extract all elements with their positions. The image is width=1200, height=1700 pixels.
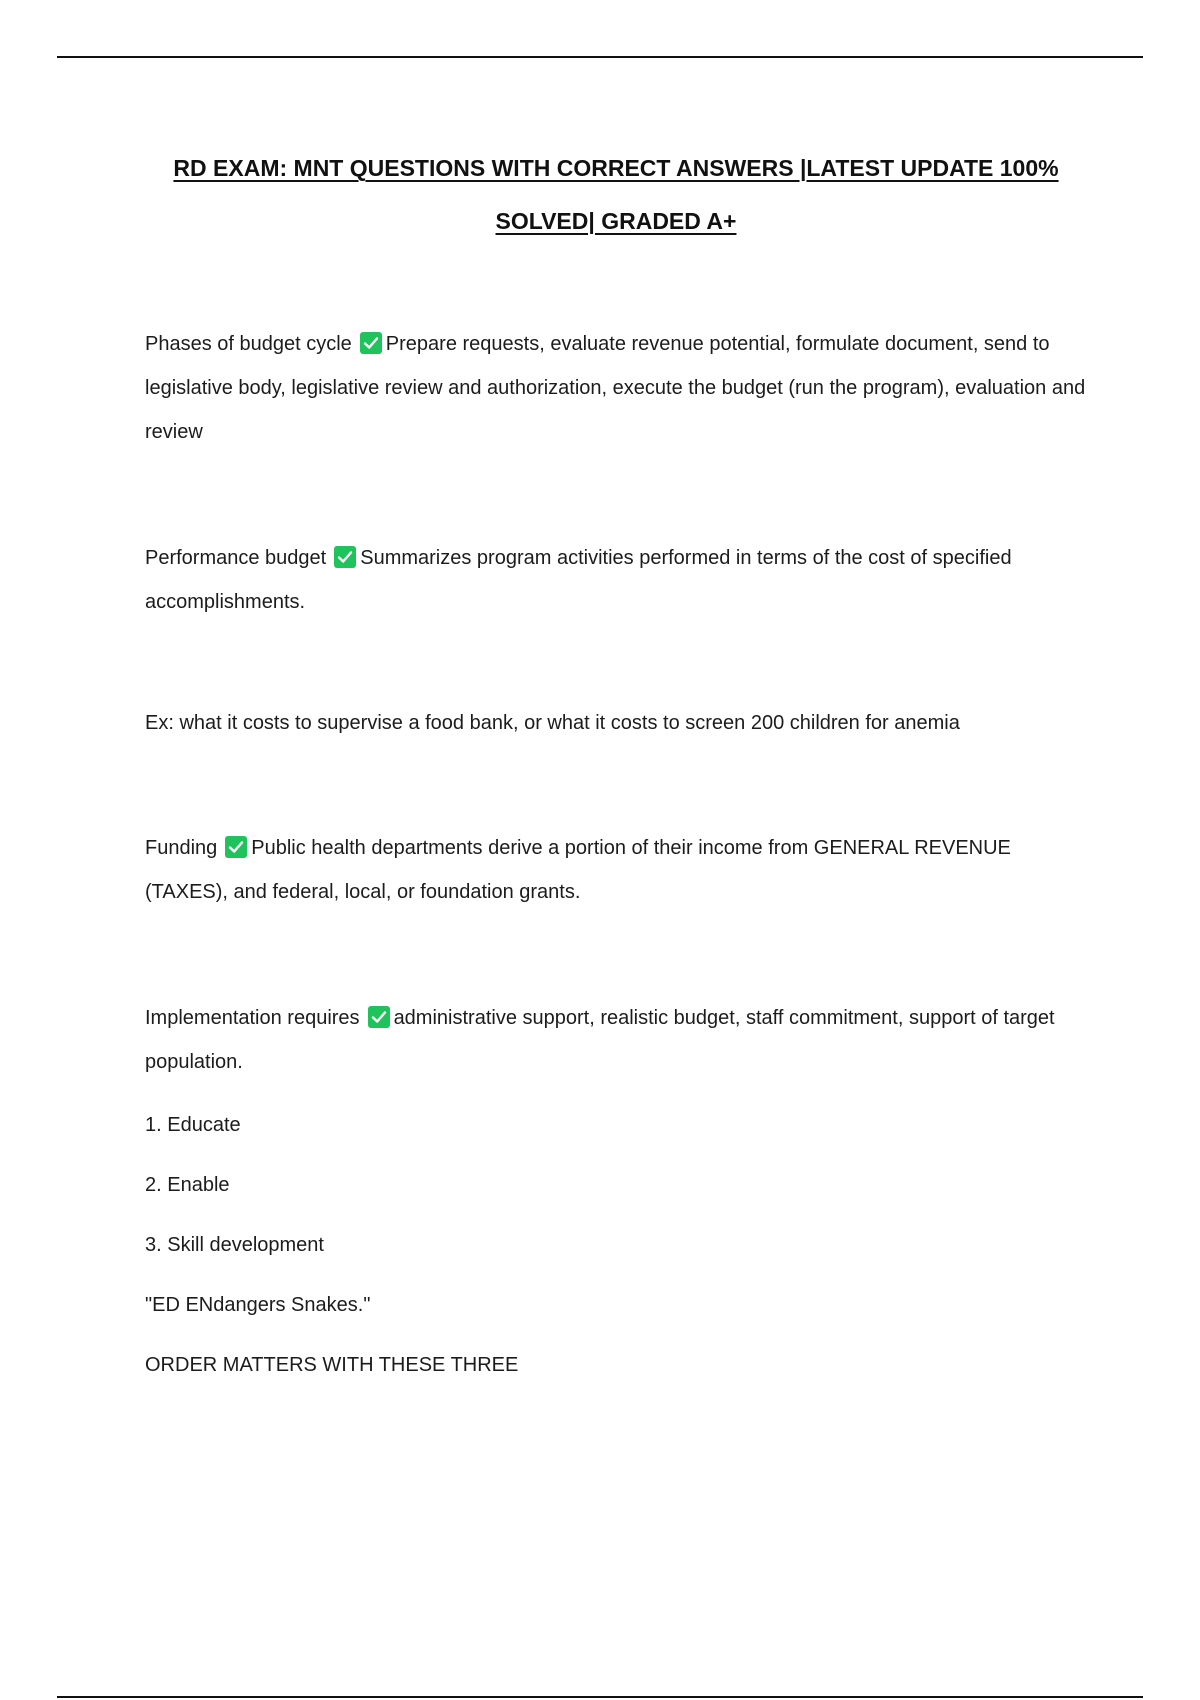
qa-answer: Prepare requests, evaluate revenue potential, formulate document, send to legislative body, legislative review and authorization, execute the budget (run the program), evaluation and review xyxy=(145,333,1086,443)
list-item: 2. Enable xyxy=(145,1174,230,1196)
qa-item-funding xyxy=(145,826,1095,914)
check-icon xyxy=(368,1006,390,1028)
list-item: 3. Skill development xyxy=(145,1234,324,1256)
order-note: ORDER MATTERS WITH THESE THREE xyxy=(145,1354,519,1376)
qa-term: Phases of budget cycle xyxy=(145,333,352,355)
qa-answer: Summarizes program activities performed in terms of the cost of specified accomplishments. xyxy=(145,547,1012,613)
title-line-1: RD EXAM: MNT QUESTIONS WITH CORRECT ANSWERS |LATEST UPDATE 100% xyxy=(173,155,1059,181)
check-icon xyxy=(360,332,382,354)
top-divider xyxy=(57,56,1143,58)
qa-item-performance-budget xyxy=(145,536,1095,624)
check-icon xyxy=(225,836,247,858)
qa-term: Funding xyxy=(145,837,218,859)
qa-answer: Public health departments derive a portion of their income from GENERAL REVENUE (TAXES), and federal, local, or foundation grants. xyxy=(145,837,1011,903)
mnemonic-text: "ED ENdangers Snakes." xyxy=(145,1294,371,1316)
qa-answer: administrative support, realistic budget, staff commitment, support of target population. xyxy=(145,1007,1055,1073)
document-title xyxy=(140,142,1092,248)
qa-term: Implementation requires xyxy=(145,1007,360,1029)
title-line-2: SOLVED| GRADED A+ xyxy=(495,208,737,234)
qa-term: Performance budget xyxy=(145,547,327,569)
qa-item-implementation xyxy=(145,996,1095,1084)
example-text: Ex: what it costs to supervise a food bank, or what it costs to screen 200 children for anemia xyxy=(145,712,960,734)
check-icon xyxy=(334,546,356,568)
qa-item-budget-cycle xyxy=(145,322,1095,454)
bottom-divider xyxy=(57,1696,1143,1698)
list-item: 1. Educate xyxy=(145,1114,241,1136)
